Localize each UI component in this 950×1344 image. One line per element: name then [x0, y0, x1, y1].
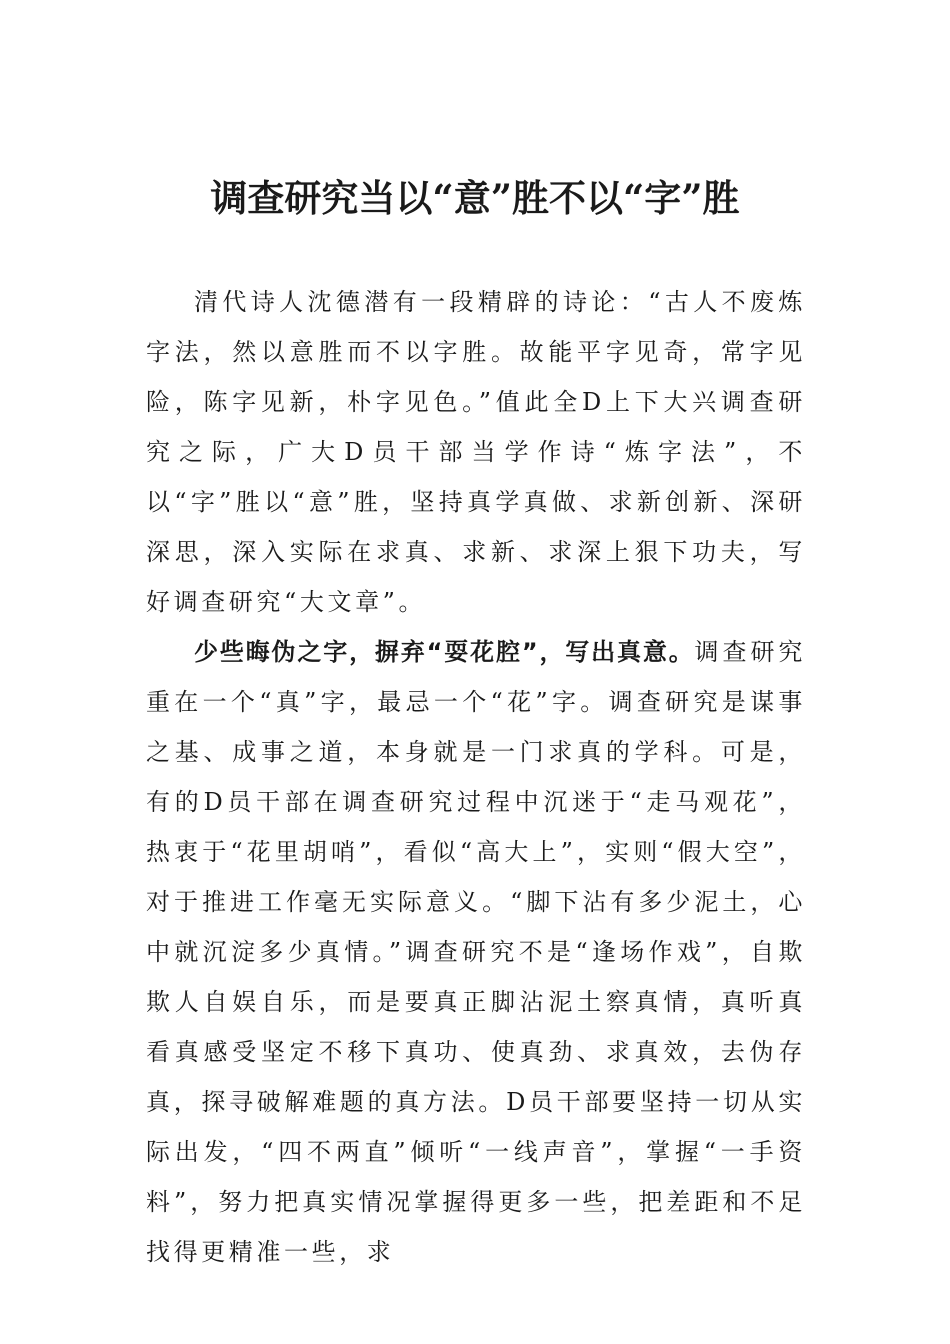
- paragraph-intro: [146, 277, 806, 627]
- paragraph-text: 清代诗人沈德潜有一段精辟的诗论：“古人不废炼字法，然以意胜而不以字胜。故能平字见奇，常字见险，陈字见新，朴字见色。”值此全D上下大兴调查研究之际，广大D员干部当学作诗“炼字法”，不以“字”胜以“意”胜，坚持真学真做、求新创新、深研深思，深入实际在求真、求新、求深上狠下功夫，写好调查研究“大文章”。: [146, 288, 806, 616]
- document-body: [146, 277, 806, 1277]
- document-title: 调查研究当以“意”胜不以“字”胜: [210, 176, 740, 220]
- paragraph-text: 调查研究重在一个“真”字，最忌一个“花”字。调查研究是谋事之基、成事之道，本身就是一门求真的学科。可是，有的D员干部在调查研究过程中沉迷于“走马观花”，热衷于“花里胡哨”，看似“高大上”，实则“假大空”，对于推进工作毫无实际意义。“脚下沾有多少泥土，心中就沉淀多少真情。”调查研究不是“逢场作戏”，自欺欺人自娱自乐，而是要真正脚沾泥土察真情，真听真看真感受坚定不移下真功、使真劲、求真效，去伪存真，探寻破解难题的真方法。D员干部要坚持一切从实际出发，“四不两直”倾听“一线声音”，掌握“一手资料”，努力把真实情况掌握得更多一些，把差距和不足找得更精准一些，求: [146, 638, 806, 1266]
- paragraph-lead: 少些晦伪之字，摒弃“耍花腔”，写出真意。: [194, 638, 695, 666]
- paragraph-section-1: [146, 627, 806, 1277]
